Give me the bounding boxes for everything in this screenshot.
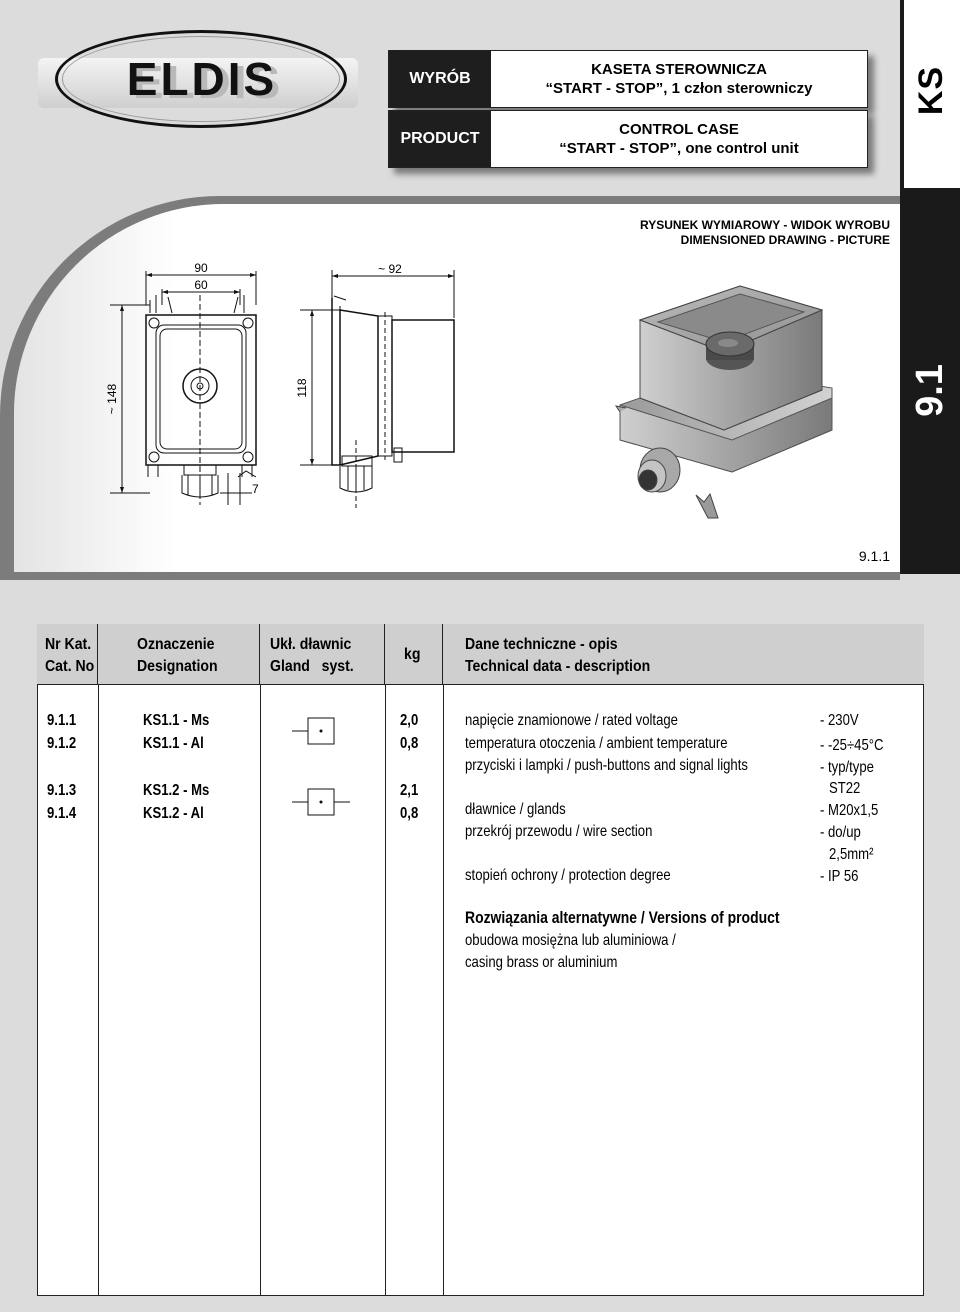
product-pl-line1: KASETA STEROWNICZA: [591, 61, 767, 78]
dim-width-outer: 90: [194, 261, 208, 275]
cat-no: 9.1.2: [47, 735, 77, 752]
header-des-en: Designation: [137, 658, 218, 675]
product-pl-line2: “START - STOP”, 1 człon sterowniczy: [545, 80, 813, 97]
product-pl-label: WYRÓB: [389, 51, 491, 107]
table-header: [37, 624, 924, 685]
spec-label: stopień ochrony / protection degree: [465, 867, 671, 884]
spec-label: przekrój przewodu / wire section: [465, 823, 653, 840]
header-cat-en: Cat. No: [45, 658, 95, 675]
product-pl-box: [388, 50, 868, 108]
col-divider: [385, 625, 386, 1295]
weight: 0,8: [400, 735, 419, 752]
dim-gland: 7: [252, 482, 259, 496]
spec-value: - do/up: [820, 824, 861, 841]
gland-system-2-icon: [290, 786, 352, 818]
header-divider: [442, 624, 443, 684]
weight: 2,0: [400, 712, 419, 729]
eldis-logo: ELDIS: [126, 53, 278, 105]
header-data-pl: Dane techniczne - opis: [465, 636, 618, 653]
cat-no: 9.1.3: [47, 782, 77, 799]
alternatives-heading: Rozwiązania alternatywne / Versions of product: [465, 908, 780, 927]
alternatives-line: obudowa mosiężna lub aluminiowa /: [465, 932, 676, 949]
designation: KS1.2 - Al: [143, 805, 204, 822]
drawing-title: [540, 218, 890, 248]
col-divider: [260, 625, 261, 1295]
cat-no: 9.1.4: [47, 805, 77, 822]
product-en-line2: “START - STOP”, one control unit: [559, 140, 799, 157]
header-data-en: Technical data - description: [465, 658, 651, 675]
spec-value: - -25÷45°C: [820, 737, 884, 754]
header-gland: [270, 634, 354, 678]
cat-no: 9.1.1: [47, 712, 77, 729]
weight: 2,1: [400, 782, 419, 799]
front-view-drawing: [100, 255, 290, 515]
product-photo: [600, 280, 840, 530]
spec-value: - IP 56: [820, 868, 859, 885]
header-designation: [137, 634, 218, 678]
header-gland-pl: Ukł. dławnic: [270, 636, 352, 653]
spec-value: - 230V: [820, 712, 859, 729]
dim-depth: ~ 92: [378, 262, 402, 276]
dim-height: ~ 148: [105, 383, 119, 415]
spec-value: - typ/type: [820, 759, 874, 776]
header-cat-pl: Nr Kat.: [45, 636, 92, 653]
product-en-label: PRODUCT: [389, 111, 491, 167]
spec-label: przyciski i lampki / push-buttons and signal lights: [465, 757, 748, 774]
section-number: 9.1: [908, 363, 951, 417]
col-divider: [98, 625, 99, 1295]
spec-value: - M20x1,5: [820, 802, 879, 819]
header-data: [465, 634, 650, 678]
header-divider: [97, 624, 98, 684]
side-view-drawing: [290, 260, 470, 510]
header-gland-en: Gland syst.: [270, 658, 354, 675]
spec-value-2: ST22: [829, 780, 861, 797]
spec-label: temperatura otoczenia / ambient temperature: [465, 735, 728, 752]
dim-width-inner: 60: [194, 278, 208, 292]
spec-label: napięcie znamionowe / rated voltage: [465, 712, 678, 729]
designation: KS1.1 - Ms: [143, 712, 210, 729]
dim-height-2: 118: [295, 378, 309, 398]
header-divider: [384, 624, 385, 684]
product-en-text: [491, 111, 867, 167]
drawing-title-pl: RYSUNEK WYMIAROWY - WIDOK WYROBU: [640, 218, 890, 232]
header-cat: [45, 634, 94, 678]
product-pl-text: [491, 51, 867, 107]
header-divider: [259, 624, 260, 684]
series-label: KS: [912, 65, 951, 115]
product-en-line1: CONTROL CASE: [619, 121, 739, 138]
designation: KS1.1 - Al: [143, 735, 204, 752]
product-en-box: [388, 110, 868, 168]
weight: 0,8: [400, 805, 419, 822]
figure-id: 9.1.1: [858, 548, 890, 564]
col-divider: [443, 625, 444, 1295]
spec-value-2: 2,5mm²: [829, 846, 874, 863]
designation: KS1.2 - Ms: [143, 782, 210, 799]
drawing-title-en: DIMENSIONED DRAWING - PICTURE: [680, 233, 890, 247]
alternatives-line: casing brass or aluminium: [465, 954, 618, 971]
header-des-pl: Oznaczenie: [137, 636, 215, 653]
header-kg: kg: [404, 646, 421, 663]
spec-label: dławnice / glands: [465, 801, 566, 818]
gland-system-1-icon: [290, 715, 350, 747]
